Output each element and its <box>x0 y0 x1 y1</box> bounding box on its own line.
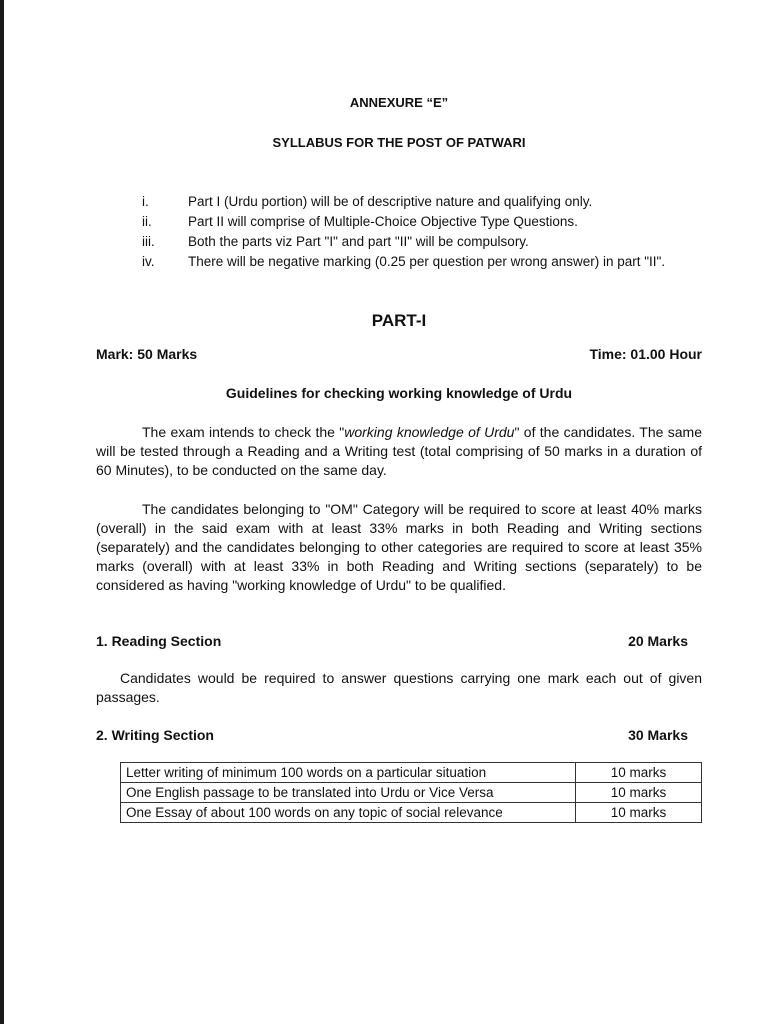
intro-emphasis: working knowledge of Urdu <box>344 424 515 440</box>
criteria-paragraph: The candidates belonging to "OM" Category will be required to score at least 40% marks (overall) in the said exam with at least 33% marks in both Reading and Writing sections (separately) and the candidates belonging to other categories are required to score at least 35% marks (overall) with at least 33% in both Reading and Writing sections (separately) to be considered as having "working knowledge of Urdu" to be qualified. <box>96 501 702 593</box>
marks-cell: 10 marks <box>576 783 702 803</box>
rules-list <box>142 192 708 272</box>
rule-item <box>142 252 708 272</box>
rule-text: There will be negative marking (0.25 per question per wrong answer) in part "II". <box>188 254 666 269</box>
rule-number: i. <box>142 194 149 209</box>
guidelines-heading: Guidelines for checking working knowledge of Urdu <box>225 385 573 401</box>
rule-text: Part I (Urdu portion) will be of descriptive nature and qualifying only. <box>188 194 593 209</box>
reading-section-label: 1. Reading Section <box>96 633 222 649</box>
part-title: PART-I <box>371 311 427 330</box>
table-row <box>121 783 702 803</box>
rule-number: iv. <box>142 254 155 269</box>
intro-paragraph <box>96 423 702 480</box>
task-cell: Letter writing of minimum 100 words on a particular situation <box>121 763 576 783</box>
writing-section-label: 2. Writing Section <box>96 727 214 743</box>
table-row <box>121 763 702 783</box>
rule-number: ii. <box>142 214 152 229</box>
intro-text-start: The exam intends to check the " <box>142 424 345 440</box>
annexure-heading: ANNEXURE “E” <box>349 95 449 110</box>
rule-item <box>142 192 708 212</box>
rule-text: Part II will comprise of Multiple-Choice Objective Type Questions. <box>188 214 578 229</box>
reading-section-marks: 20 Marks <box>628 633 688 649</box>
table-row <box>121 803 702 823</box>
syllabus-title: SYLLABUS FOR THE POST OF PATWARI <box>272 135 526 150</box>
task-cell: One Essay of about 100 words on any topic of social relevance <box>121 803 576 823</box>
reading-paragraph: Candidates would be required to answer questions carrying one mark each out of given passages. <box>96 670 702 705</box>
writing-section-marks: 30 Marks <box>628 727 688 743</box>
rule-text: Both the parts viz Part "I" and part "II" will be compulsory. <box>188 234 529 249</box>
writing-table <box>120 762 702 823</box>
marks-cell: 10 marks <box>576 803 702 823</box>
intro-text-end: " of the candidates. The same will be tested through a Reading and a Writing test (total comprising of 50 marks in a duration of 60 Minutes), to be conducted on the same day. <box>96 424 702 478</box>
exam-duration: Time: 01.00 Hour <box>589 346 702 362</box>
total-marks: Mark: 50 Marks <box>96 346 198 362</box>
marks-cell: 10 marks <box>576 763 702 783</box>
task-cell: One English passage to be translated into Urdu or Vice Versa <box>121 783 576 803</box>
page-edge-shadow <box>0 0 4 1024</box>
rule-item <box>142 232 708 252</box>
rule-number: iii. <box>142 234 155 249</box>
rule-item <box>142 212 708 232</box>
